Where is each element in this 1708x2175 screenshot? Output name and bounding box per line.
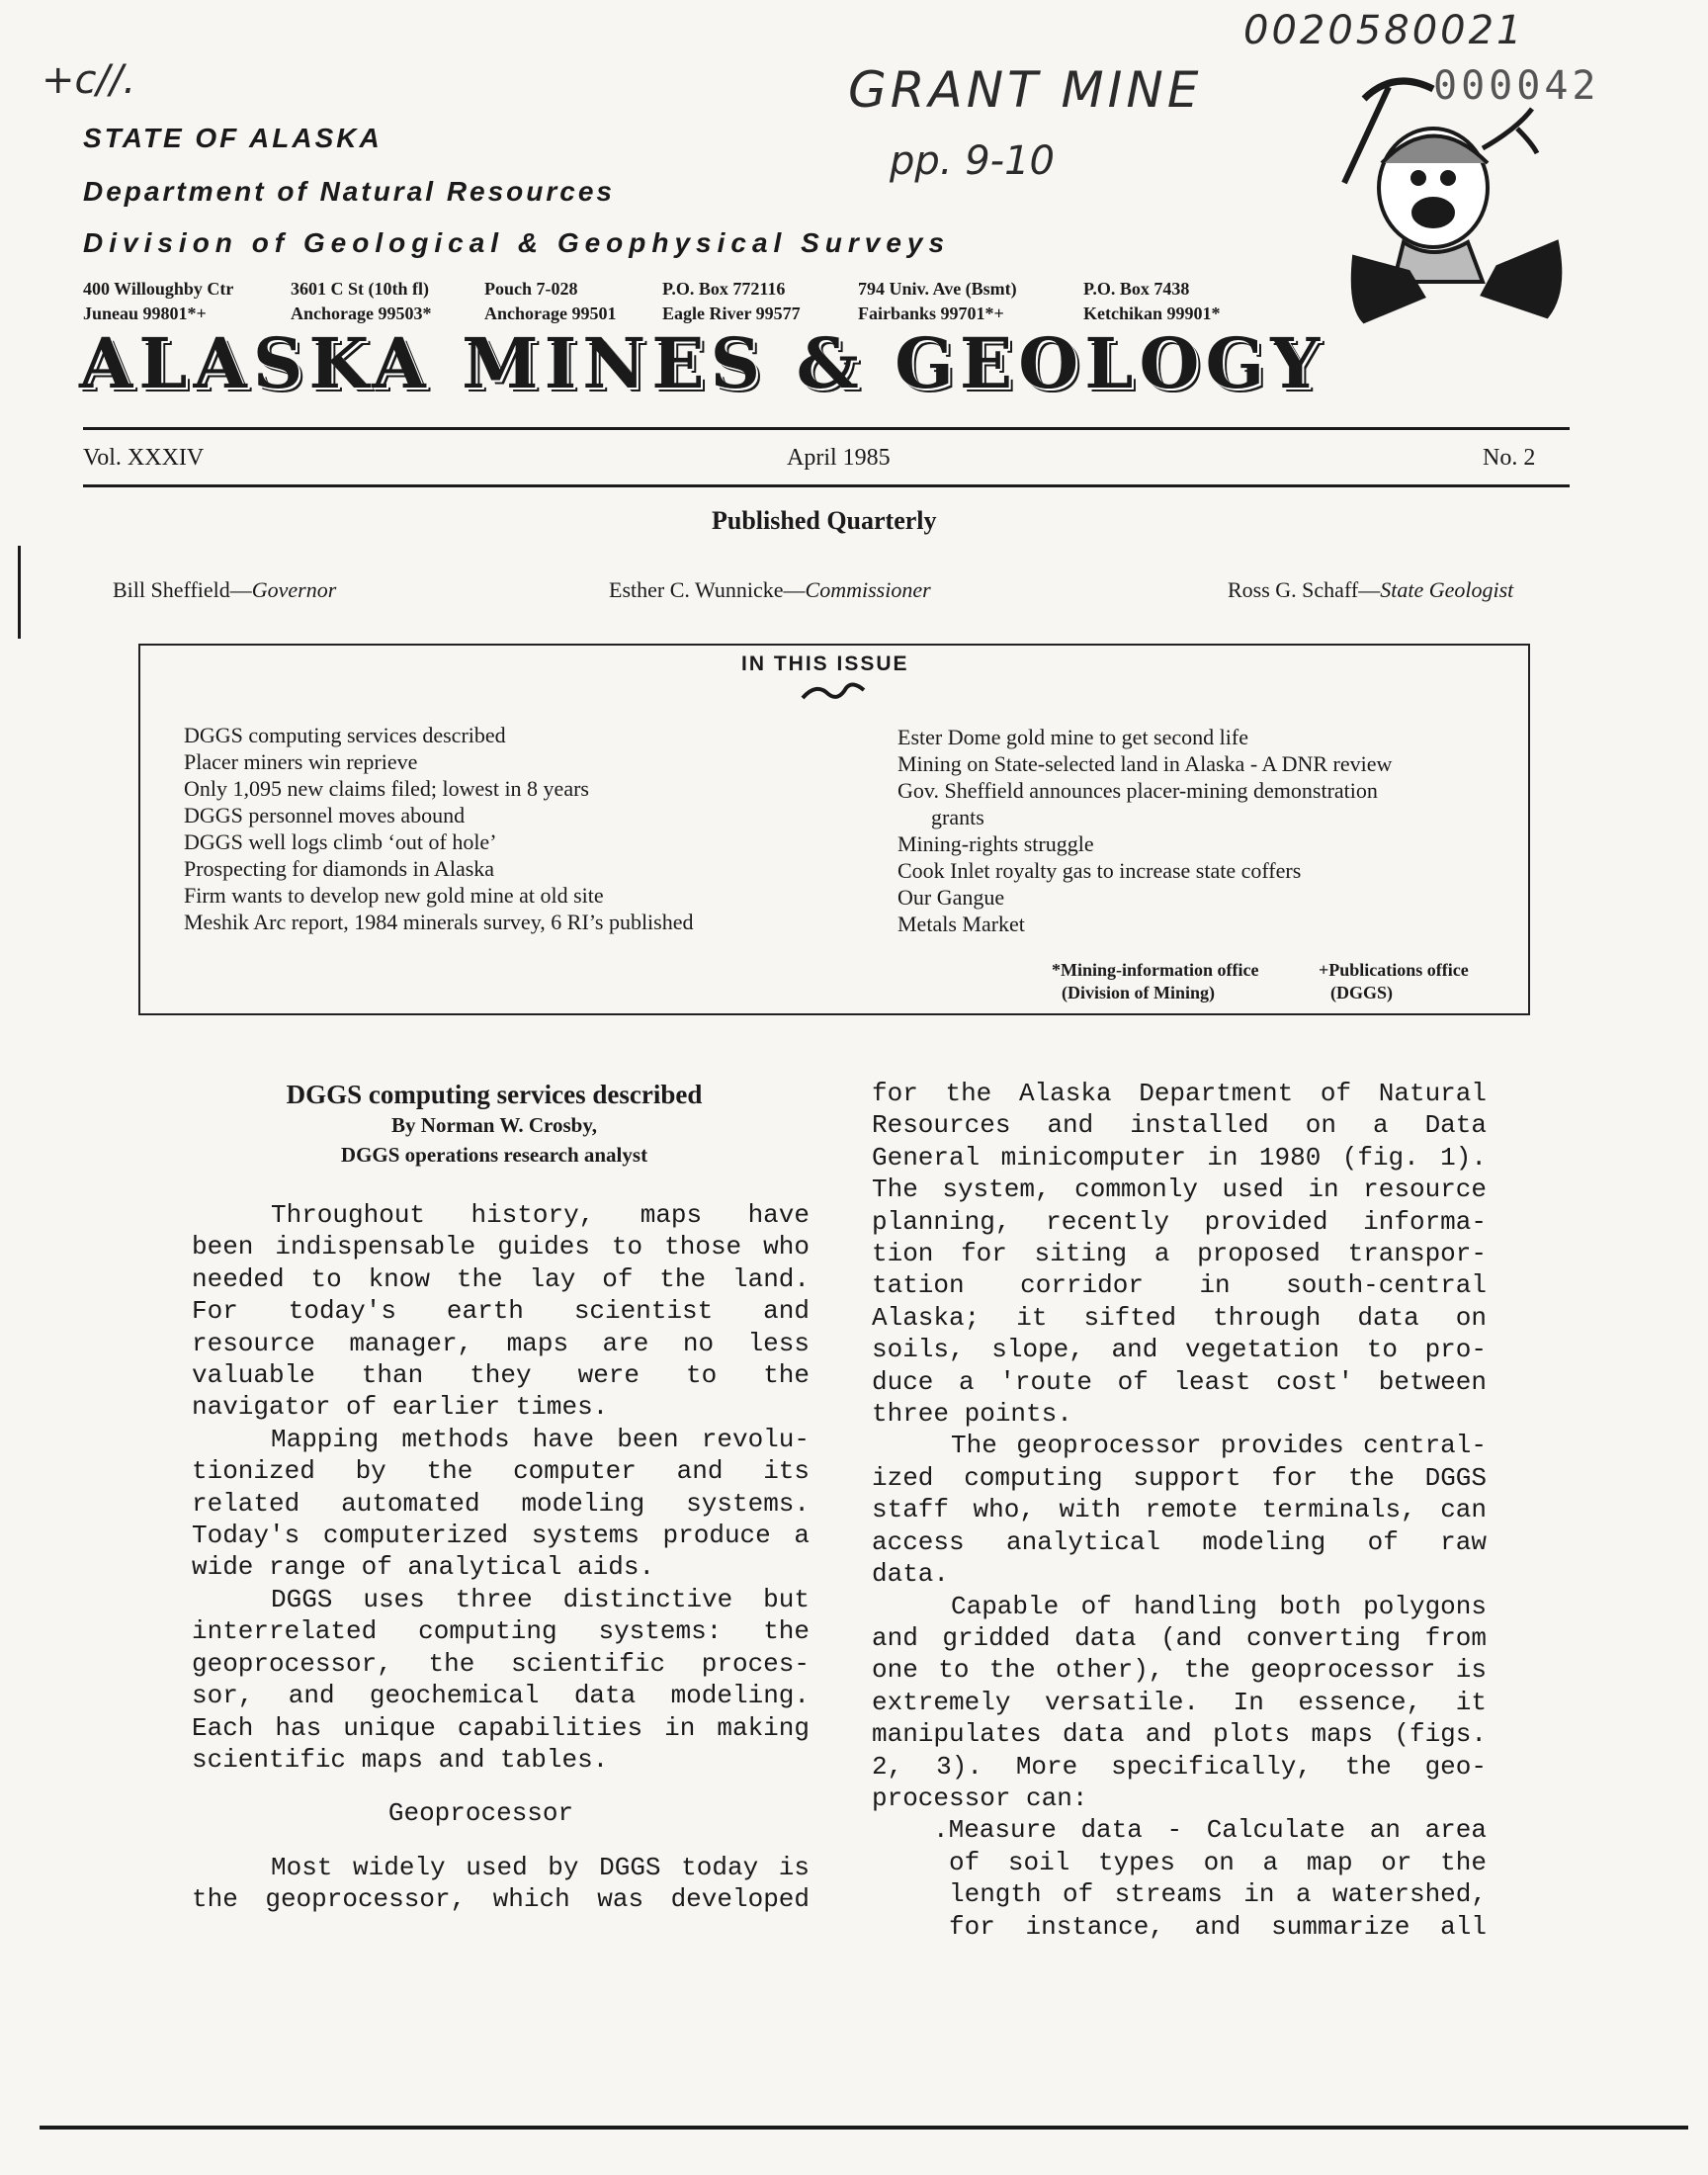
division-name: Division of Geological & Geophysical Surveys	[83, 227, 951, 258]
toc-item[interactable]: DGGS computing services described	[184, 723, 506, 747]
miner-mascot-logo	[1334, 69, 1577, 336]
contents-right-list	[897, 724, 1392, 937]
masthead-rule-top	[83, 427, 1570, 430]
address-ketchikan: P.O. Box 7438 Ketchikan 99901*	[1083, 279, 1221, 323]
toc-item[interactable]: Mining-rights struggle	[897, 831, 1094, 856]
address-anchorage-c-st: 3601 C St (10th fl) Anchorage 99503*	[291, 279, 432, 323]
toc-item[interactable]: Gov. Sheffield announces placer-mining demonstration	[897, 778, 1378, 803]
article-right-column: for the Alaska Department of Natural Resources and installed on a Data General minicomputer in 1980 (fig. 1). The system, commonly used in resource planning, recently provided informa- tion for siting a proposed transpor- tation corridor in south-central Alaska; it sifted through data on soils, slope, and vegetation to pro- duce a 'route of least cost' between three points. The geoprocessor provides central- ized computing support for the DGGS staff who, with remote terminals, can access analytical modeling of raw data. Capable of handling both polygons and gridded data (and converting from one to the other), the geoprocessor is extremely versatile. In essence, it manipulates data and plots maps (figs. 2, 3). More specifically, the geo- processor can: .Measure data - Calculate an area of soil types on a map or the length of streams in a watershed, for instance, and summarize all	[872, 1079, 1487, 1942]
section-subhead-geoprocessor: Geoprocessor	[387, 1798, 574, 1829]
toc-item[interactable]: DGGS well logs climb ‘out of hole’	[184, 829, 497, 854]
toc-item[interactable]: Our Gangue	[897, 885, 1005, 910]
article-left-column: Throughout history, maps have been indispensable guides to those who needed to know the lay of the land. For today's earth scientist and resource manager, maps are no less valuable than they were to the navigator of earlier times. Mapping methods have been revolu- tionized by the computer and its related automated modeling systems. Today's computerized systems produce a wide range of analytical aids. DGGS uses three distinctive but interrelated computing systems: the geoprocessor, the scientific proces- sor, and geochemical data modeling. Each has unique capabilities in making scientific maps and tables. Geoprocessor Most widely used by DGGS today is the geoprocessor, which was developed	[192, 1200, 810, 1915]
published-quarterly: Published Quarterly	[712, 506, 937, 535]
article-title: DGGS computing services described	[286, 1080, 703, 1109]
toc-item[interactable]: Prospecting for diamonds in Alaska	[184, 856, 495, 881]
article-affiliation: DGGS operations research analyst	[340, 1143, 648, 1167]
toc-item[interactable]: Placer miners win reprieve	[184, 749, 418, 774]
toc-item[interactable]: Only 1,095 new claims filed; lowest in 8 years	[184, 776, 589, 801]
address-eagle-river: P.O. Box 772116 Eagle River 99577	[662, 279, 801, 323]
newsletter-masthead: ALASKA MINES & GEOLOGY	[79, 322, 1326, 404]
address-anchorage-pouch: Pouch 7-028 Anchorage 99501	[484, 279, 617, 323]
footnote-mining-office: *Mining-information office (Division of Mining)	[1052, 960, 1259, 1002]
margin-bar	[18, 546, 21, 639]
department-name: Department of Natural Resources	[83, 176, 616, 207]
footnote-publications-office: +Publications office (DGGS)	[1319, 960, 1469, 1002]
toc-item[interactable]: Ester Dome gold mine to get second life	[897, 725, 1248, 749]
flourish-icon	[799, 680, 868, 704]
issue-date: April 1985	[787, 445, 891, 471]
official-state-geologist: Ross G. Schaff—State Geologist	[1228, 577, 1514, 602]
bullet-measure-data: .Measure data - Calculate an area of soil types on a map or the length of streams in a watershed, for instance, and summarize all	[933, 1815, 1487, 1942]
toc-item[interactable]: Firm wants to develop new gold mine at old site	[184, 883, 604, 908]
handwritten-mark: +c//.	[42, 57, 136, 103]
toc-item[interactable]: Meshik Arc report, 1984 minerals survey, 6 RI’s published	[184, 910, 694, 934]
contents-left-list	[184, 722, 694, 935]
handwritten-doc-number: 0020580021	[1243, 8, 1525, 53]
toc-item-continuation[interactable]: grants	[931, 805, 984, 829]
address-fairbanks: 794 Univ. Ave (Bsmt) Fairbanks 99701*+	[858, 279, 1017, 323]
issue-number: No. 2	[1483, 445, 1536, 471]
article-byline: By Norman W. Crosby,	[391, 1113, 597, 1137]
page-stamp-number: 000042	[1433, 63, 1600, 109]
volume-label: Vol. XXXIV	[83, 445, 205, 471]
handwritten-pages: pp. 9-10	[890, 138, 1055, 184]
toc-item[interactable]: DGGS personnel moves abound	[184, 803, 466, 827]
page-bottom-rule	[40, 2126, 1688, 2130]
toc-item[interactable]: Cook Inlet royalty gas to increase state coffers	[897, 858, 1302, 883]
masthead-rule-bottom	[83, 484, 1570, 487]
handwritten-title: GRANT MINE	[848, 61, 1203, 119]
official-governor: Bill Sheffield—Governor	[113, 577, 337, 602]
official-commissioner: Esther C. Wunnicke—Commissioner	[609, 577, 931, 602]
state-name: STATE OF ALASKA	[83, 123, 383, 153]
address-juneau: 400 Willoughby Ctr Juneau 99801*+	[83, 279, 234, 323]
contents-heading: IN THIS ISSUE	[741, 652, 909, 675]
toc-item[interactable]: Mining on State-selected land in Alaska - A DNR review	[897, 751, 1393, 776]
toc-item[interactable]: Metals Market	[897, 912, 1025, 936]
